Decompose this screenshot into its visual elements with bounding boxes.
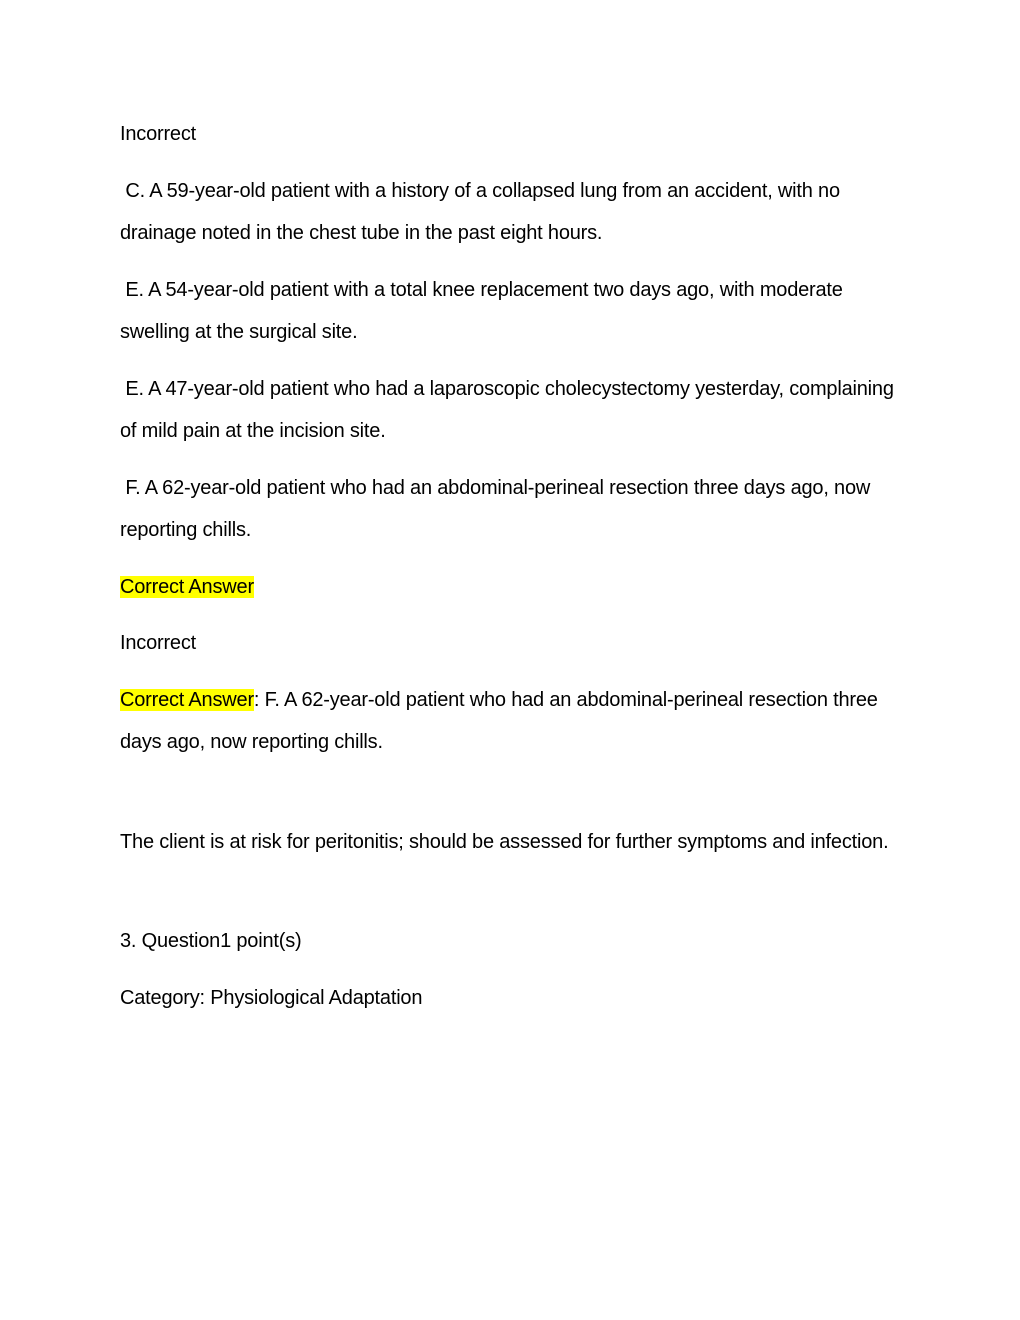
- answer-option-c: C. A 59-year-old patient with a history of a collapsed lung from an accident, with no drainage noted in the chest tube in the past eight hours.: [120, 179, 846, 244]
- correct-answer-text: : F. A 62-year-old patient who had an abdominal-perineal resection three days ago, now reporting chills.: [120, 688, 878, 753]
- correct-answer-line: [120, 679, 910, 764]
- status-incorrect-1: Incorrect: [120, 123, 197, 145]
- answer-option-e-knee: E. A 54-year-old patient with a total knee replacement two days ago, with moderate swelling at the surgical site.: [120, 278, 849, 343]
- question-category: Category: Physiological Adaptation: [120, 986, 423, 1009]
- correct-answer-label: Correct Answer: [120, 688, 254, 711]
- rationale-text: The client is at risk for peritonitis; should be assessed for further symptoms and infection.: [120, 830, 889, 853]
- answer-option-f: F. A 62-year-old patient who had an abdominal-perineal resection three days ago, now reporting chills.: [120, 476, 876, 541]
- correct-answer-highlight: Correct Answer: [120, 575, 254, 598]
- question-number: 3. Question1 point(s): [120, 930, 302, 952]
- status-incorrect-2: Incorrect: [120, 632, 197, 654]
- document-body: [120, 113, 910, 1033]
- correct-answer-heading: [120, 566, 910, 609]
- answer-option-e-cholecystectomy: E. A 47-year-old patient who had a laparoscopic cholecystectomy yesterday, complaining of mild pain at the incision site.: [120, 377, 900, 442]
